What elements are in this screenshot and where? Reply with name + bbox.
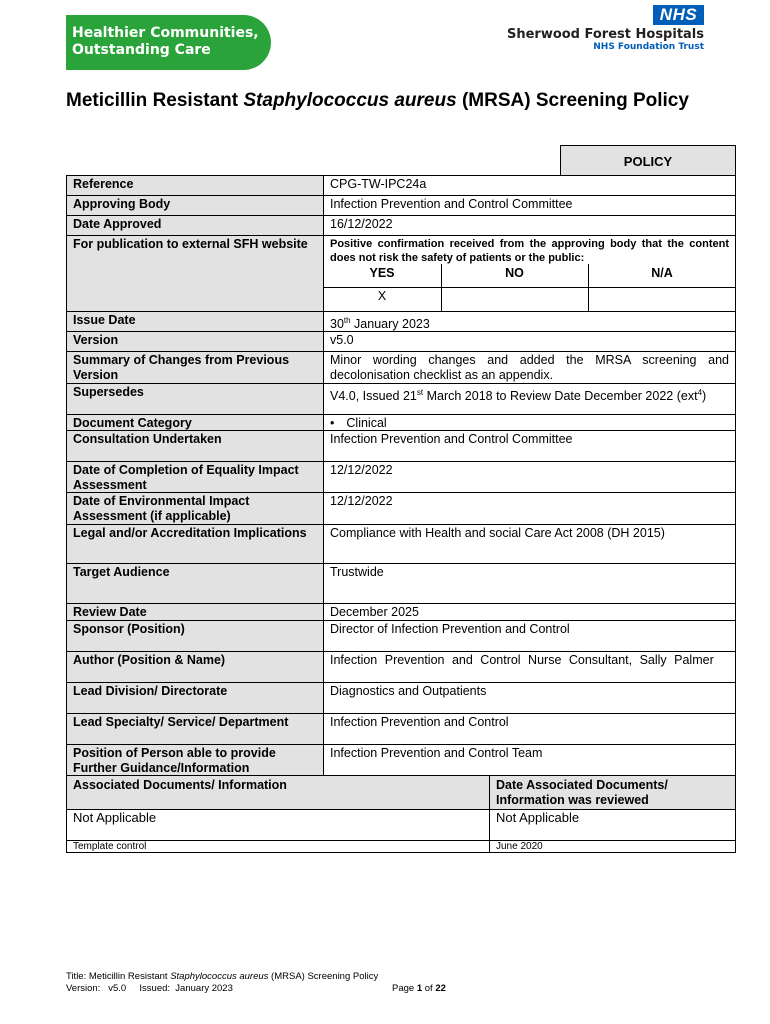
guidance-value: Infection Prevention and Control Team [330, 746, 543, 760]
environmental-label: Date of Environmental Impact Assessment (if applicable) [73, 494, 250, 523]
version-label: Version [73, 333, 119, 347]
table-rule [441, 264, 442, 311]
template-control-value: June 2020 [496, 841, 543, 852]
table-rule [66, 651, 736, 652]
guidance-label: Position of Person able to provide Further Guidance/Information [73, 746, 276, 775]
table-rule [66, 744, 736, 745]
environmental-value: 12/12/2022 [330, 494, 393, 508]
equality-value: 12/12/2022 [330, 463, 393, 477]
audience-value: Trustwide [330, 565, 384, 579]
review-date-value: December 2025 [330, 605, 419, 619]
page-number: Page 1 of 22 [392, 983, 446, 994]
table-rule [66, 311, 736, 312]
author-value: Infection Prevention and Control Nurse Consultant, Sally Palmer [330, 653, 714, 667]
category-label: Document Category [73, 416, 192, 430]
policy-label: POLICY [623, 154, 673, 169]
table-rule [66, 175, 736, 176]
division-value: Diagnostics and Outpatients [330, 684, 487, 698]
banner-line-2: Outstanding Care [72, 42, 211, 58]
table-rule [66, 235, 736, 236]
date-approved-value: 16/12/2022 [330, 217, 393, 231]
table-rule [735, 145, 736, 853]
assoc-date-value: Not Applicable [496, 810, 580, 825]
campaign-banner [66, 15, 271, 70]
bullet-icon: • [330, 416, 335, 430]
equality-label: Date of Completion of Equality Impact Assessment [73, 463, 299, 492]
sponsor-label: Sponsor (Position) [73, 622, 185, 636]
footer-version: Version: v5.0 Issued: January 2023 [66, 983, 233, 994]
publication-no-label: NO [505, 266, 524, 280]
legal-label: Legal and/or Accreditation Implications [73, 526, 307, 540]
table-rule [66, 852, 736, 853]
assoc-label: Associated Documents/ Information [73, 778, 287, 792]
table-rule [66, 775, 736, 776]
publication-note: Positive confirmation received from the approving body that the content does not risk the safety of patients or the public: [330, 238, 729, 264]
table-rule [66, 713, 736, 714]
author-label: Author (Position & Name) [73, 653, 226, 667]
supersedes-label: Supersedes [73, 385, 144, 399]
table-rule [66, 809, 736, 810]
publication-yes-label: YES [369, 266, 395, 280]
version-value: v5.0 [330, 333, 354, 347]
assoc-value: Not Applicable [73, 810, 157, 825]
footer-title: Title: Meticillin Resistant Staphylococcus aureus (MRSA) Screening Policy [66, 971, 379, 982]
trust-name: Sherwood Forest Hospitals [506, 27, 704, 42]
document-title: Meticillin Resistant Staphylococcus aureus (MRSA) Screening Policy [66, 90, 689, 111]
table-rule [66, 840, 736, 841]
table-rule [66, 620, 736, 621]
table-rule [489, 775, 490, 853]
approving-body-label: Approving Body [73, 197, 171, 211]
category-value: • Clinical [330, 416, 387, 430]
table-rule [66, 430, 736, 431]
policy-details-table [66, 145, 736, 853]
issue-date-value: 30th January 2023 [330, 316, 430, 332]
approving-body-value: Infection Prevention and Control Committee [330, 197, 573, 211]
division-label: Lead Division/ Directorate [73, 684, 228, 698]
table-rule [560, 145, 736, 146]
issue-date-label: Issue Date [73, 313, 136, 327]
table-rule [66, 383, 736, 384]
assoc-date-label: Date Associated Documents/ Information was reviewed [496, 778, 668, 807]
table-rule [323, 287, 736, 288]
nhs-logo: NHS [653, 5, 704, 25]
audience-label: Target Audience [73, 565, 170, 579]
table-rule [66, 563, 736, 564]
table-rule [66, 195, 736, 196]
table-rule [66, 492, 736, 493]
specialty-value: Infection Prevention and Control [330, 715, 509, 729]
table-rule [66, 331, 736, 332]
table-rule [66, 603, 736, 604]
table-rule [66, 215, 736, 216]
publication-yes-mark: X [377, 289, 387, 303]
legal-value: Compliance with Health and social Care Act 2008 (DH 2015) [330, 526, 665, 540]
publication-na-label: N/A [651, 266, 673, 280]
publication-label: For publication to external SFH website [73, 237, 308, 251]
summary-value: Minor wording changes and added the MRSA screening and decolonisation checklist as an appendix. [330, 353, 729, 382]
banner-line-1: Healthier Communities, [72, 25, 259, 41]
table-rule [66, 461, 736, 462]
table-rule [66, 175, 67, 853]
date-approved-label: Date Approved [73, 217, 162, 231]
review-date-label: Review Date [73, 605, 147, 619]
table-rule [66, 351, 736, 352]
table-rule [560, 145, 561, 175]
table-rule [323, 175, 324, 775]
supersedes-value: V4.0, Issued 21st March 2018 to Review Date December 2022 (ext$^4$) [330, 388, 707, 404]
sponsor-value: Director of Infection Prevention and Control [330, 622, 570, 636]
consultation-label: Consultation Undertaken [73, 432, 222, 446]
table-rule [66, 524, 736, 525]
consultation-value: Infection Prevention and Control Committee [330, 432, 573, 446]
table-rule [66, 414, 736, 415]
reference-value: CPG-TW-IPC24a [330, 177, 427, 191]
table-rule [66, 682, 736, 683]
template-control-label: Template control [73, 841, 147, 852]
summary-label: Summary of Changes from Previous Version [73, 353, 290, 382]
specialty-label: Lead Specialty/ Service/ Department [73, 715, 289, 729]
page-footer [66, 971, 378, 995]
table-rule [588, 264, 589, 311]
trust-subtitle: NHS Foundation Trust [593, 42, 704, 52]
reference-label: Reference [73, 177, 134, 191]
